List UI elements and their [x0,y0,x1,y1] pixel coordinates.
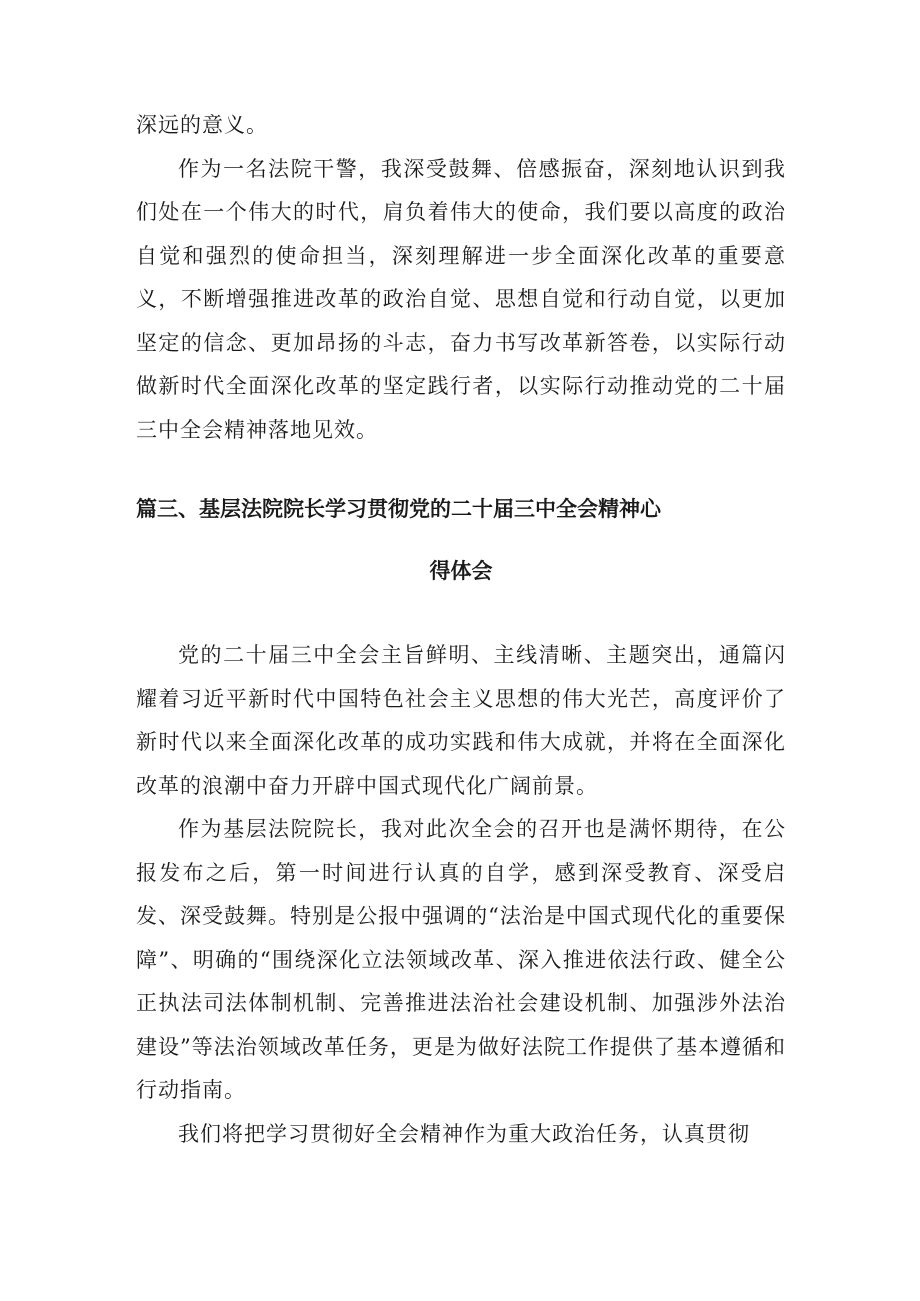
paragraph-court-officer: 作为一名法院干警，我深受鼓舞、倍感振奋，深刻地认识到我们处在一个伟大的时代，肩负着伟大的使命，我们要以高度的政治自觉和强烈的使命担当，深刻理解进一步全面深化改革的重要意义，不断增强推进改革的政治自觉、思想自觉和行动自觉，以更加坚定的信念、更加昂扬的斗志，奋力书写改革新答卷，以实际行动做新时代全面深化改革的坚定践行者，以实际行动推动党的二十届三中全会精神落地见效。 [136,156,786,442]
section-heading [136,478,786,602]
section-heading-line1: 篇三、基层法院院长学习贯彻党的二十届三中全会精神心 [136,497,661,521]
document-body [136,104,786,1156]
spacer [136,452,786,478]
spacer [136,602,786,634]
section-heading-line2: 得体会 [429,559,493,583]
paragraph-implementation: 我们将把学习贯彻好全会精神作为重大政治任务，认真贯彻 [178,1121,750,1146]
paragraph-continuation: 深远的意义。 [136,113,268,137]
paragraph-court-president: 作为基层法院院长，我对此次全会的召开也是满怀期待，在公报发布之后，第一时间进行认真的自学，感到深受教育、深受启发、深受鼓舞。特别是公报中强调的“法治是中国式现代化的重要保障”、明确的“围绕深化立法领域改革、深入推进依法行政、健全公正执法司法体制机制、完善推进法治社会建设机制、加强涉外法治建设”等法治领域改革任务，更是为做好法院工作提供了基本遵循和行动指南。 [136,817,786,1102]
paragraph-plenum-summary: 党的二十届三中全会主旨鲜明、主线清晰、主题突出，通篇闪耀着习近平新时代中国特色社会主义思想的伟大光芒，高度评价了新时代以来全面深化改革的成功实践和伟大成就，并将在全面深化改革的浪潮中奋力开辟中国式现代化广阔前景。 [136,643,786,798]
